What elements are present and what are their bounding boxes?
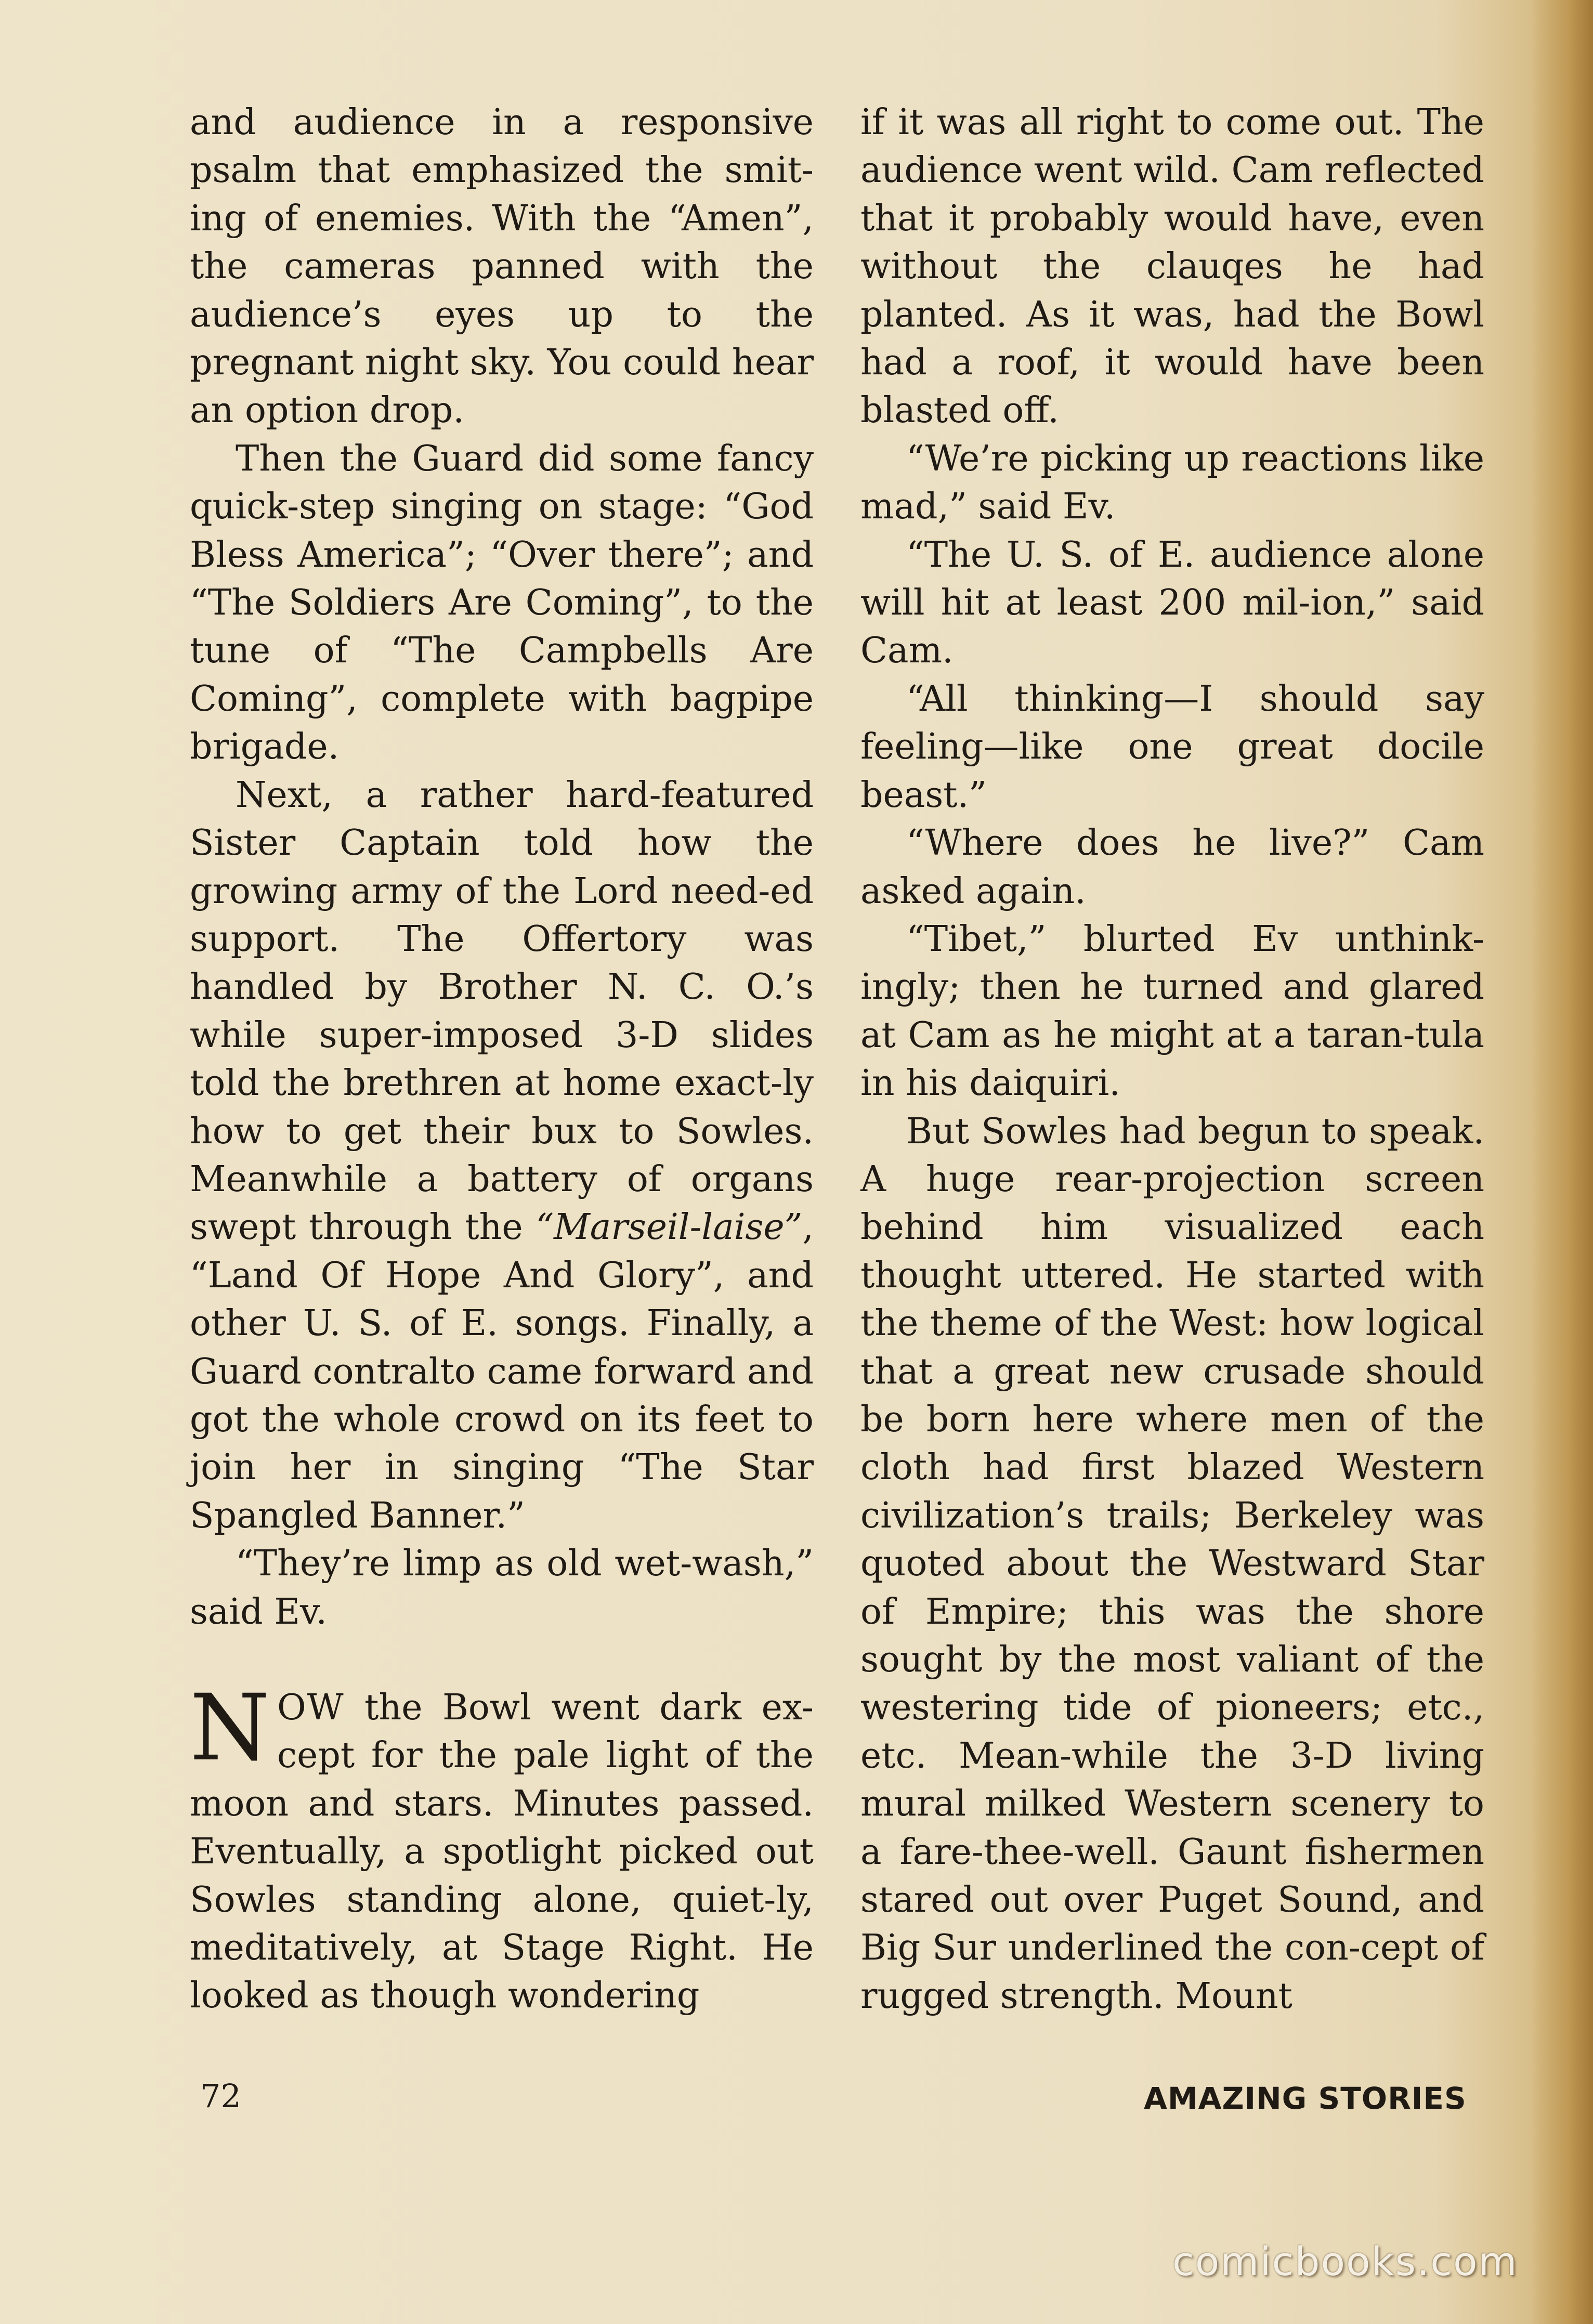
right-paragraph-7: But Sowles had begun to speak. A huge rear-projection screen behind him visualized each thought uttered. He started with the theme of the West: how logical that a great new crusade should be born here where men of the cloth had first blazed Western civilization’s trails; Berkeley was quoted about the Westward Star of Empire; this was the shore sought by the most valiant of the westering tide of pioneers; etc., etc. Mean-while the 3-D living mural milked Western scenery to a fare-thee-well. Gaunt fishermen stared out over Puget Sound, and Big Sur underlined the con-cept of rugged strength. Mount bbox=[860, 1111, 1484, 2017]
drop-cap: N bbox=[190, 1675, 270, 1781]
page-number: 72 bbox=[200, 2077, 241, 2115]
left-paragraph-5 bbox=[190, 1675, 814, 2020]
right-paragraph-1: if it was all right to come out. The audience went wild. Cam reflected that it probably would have, even without the clauqes he had planted. As it was, had the Bowl had a roof, it would have been blasted off. bbox=[860, 102, 1484, 432]
right-paragraph-3: “The U. S. of E. audience alone will hit at least 200 mil-ion,” said Cam. bbox=[860, 534, 1484, 672]
right-paragraph-2: “We’re picking up reactions like mad,” said Ev. bbox=[860, 438, 1484, 528]
right-text-column bbox=[860, 99, 1484, 2020]
section-break bbox=[190, 1636, 814, 1684]
left-paragraph-2: Then the Guard did some fancy quick-step singing on stage: “God Bless America”; “Over there”; and “The Soldiers Are Coming”, to the tune of “The Campbells Are Coming”, complete with bagpipe brigade. bbox=[190, 438, 814, 768]
right-paragraph-4: “All thinking—I should say feeling—like one great docile beast.” bbox=[860, 678, 1484, 816]
right-paragraph-5: “Where does he live?” Cam asked again. bbox=[860, 822, 1484, 912]
left-paragraph-3 bbox=[190, 772, 814, 1540]
left-paragraph-1: and audience in a responsive psalm that emphasized the smit-ing of enemies. With the “Amen”, the cameras panned with the audience’s eyes up to the pregnant night sky. You could hear an option drop. bbox=[190, 102, 814, 432]
left-paragraph-3-text-a: Next, a rather hard-featured Sister Captain told how the growing army of the Lord need-ed support. The Offertory was handled by Brother N. C. O.’s while super-imposed 3-D slides told the brethren at home exact-ly how to get their bux to Sowles. Meanwhile a battery of organs swept through the bbox=[190, 774, 814, 1248]
magazine-title: AMAZING STORIES bbox=[1144, 2081, 1467, 2116]
small-caps-lead: OW bbox=[277, 1687, 345, 1728]
marseillaise-title: “Marseil-laise” bbox=[536, 1207, 803, 1248]
left-paragraph-5-text: the Bowl went dark ex-cept for the pale light of the moon and stars. Minutes passed. Eventually, a spotlight picked out Sowles standing alone, quiet-ly, meditatively, at Stage Right. He looked as though wondering bbox=[190, 1687, 814, 2017]
left-paragraph-3-text-b: , “Land Of Hope And Glory”, and other U. S. of E. songs. Finally, a Guard contralto came forward and got the whole crowd on its feet to join her in singing “The Star Spangled Banner.” bbox=[190, 1207, 814, 1536]
left-text-column bbox=[190, 99, 814, 2020]
spine-shadow bbox=[1531, 0, 1593, 2324]
right-paragraph-6: “Tibet,” blurted Ev unthink-ingly; then he turned and glared at Cam as he might at a taran-tula in his daiquiri. bbox=[860, 918, 1484, 1104]
watermark: comicbooks.com bbox=[1172, 2238, 1518, 2284]
left-paragraph-4: “They’re limp as old wet-wash,” said Ev. bbox=[190, 1543, 814, 1633]
